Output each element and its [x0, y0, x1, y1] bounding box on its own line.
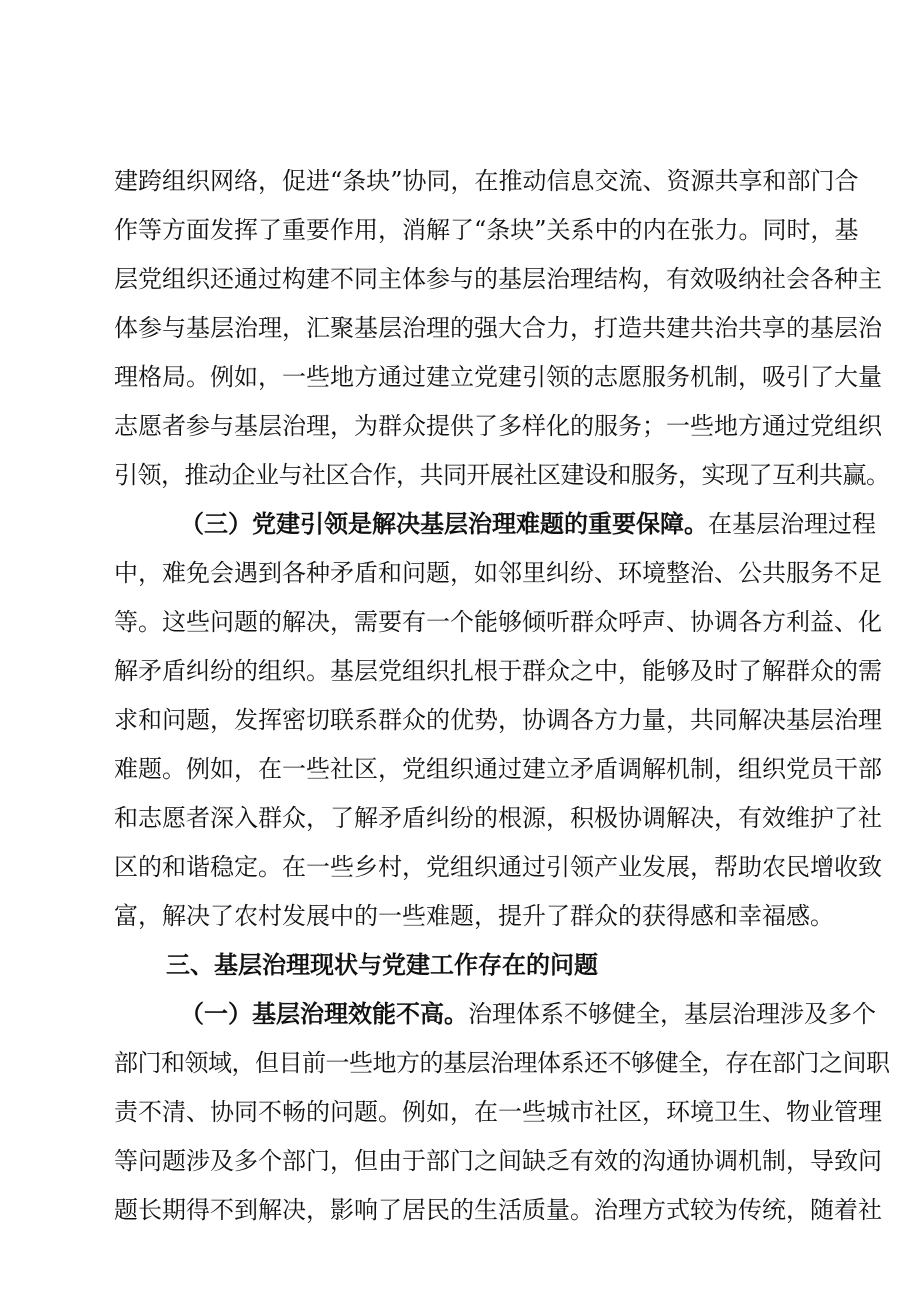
paragraph-2-line-3: 解矛盾纠纷的组织。基层党组织扎根于群众之中，能够及时了解群众的需 [114, 657, 882, 685]
paragraph-2-line-5: 难题。例如，在一些社区，党组织通过建立矛盾调解机制，组织党员干部 [114, 755, 882, 783]
paragraph-1-line-2: 作等方面发挥了重要作用，消解了“条块”关系中的内在张力。同时，基 [114, 216, 859, 244]
paragraph-2-lead-line [180, 507, 876, 541]
paragraph-3-line-1: 部门和领域，但目前一些地方的基层治理体系还不够健全，存在部门之间职 [114, 1049, 890, 1077]
paragraph-1-line-1: 建跨组织网络，促进“条块”协同，在推动信息交流、资源共享和部门合 [114, 167, 859, 195]
paragraph-3-line-4: 题长期得不到解决，影响了居民的生活质量。治理方式较为传统，随着社 [114, 1196, 882, 1224]
paragraph-1-line-4: 体参与基层治理，汇聚基层治理的强大合力，打造共建共治共享的基层治 [114, 314, 882, 342]
paragraph-3-line-3: 等问题涉及多个部门，但由于部门之间缺乏有效的沟通协调机制，导致问 [114, 1147, 882, 1175]
paragraph-2-line-2: 等。这些问题的解决，需要有一个能够倾听群众呼声、协调各方利益、化 [114, 608, 882, 636]
paragraph-2-line-6: 和志愿者深入群众，了解矛盾纠纷的根源，积极协调解决，有效维护了社 [114, 804, 882, 832]
paragraph-2-lead-bold: （三）党建引领是解决基层治理难题的重要保障。 [180, 509, 708, 538]
paragraph-3-lead-rest: 治理体系不够健全，基层治理涉及多个 [468, 1000, 876, 1028]
paragraph-2-line-7: 区的和谐稳定。在一些乡村，党组织通过引领产业发展，帮助农民增收致 [114, 853, 882, 881]
paragraph-2-line-4: 求和问题，发挥密切联系群众的优势，协调各方力量，共同解决基层治理 [114, 706, 882, 734]
paragraph-3-lead-line [180, 997, 876, 1031]
paragraph-1-line-6: 志愿者参与基层治理，为群众提供了多样化的服务；一些地方通过党组织 [114, 412, 882, 440]
paragraph-3-lead-bold: （一）基层治理效能不高。 [180, 999, 468, 1028]
paragraph-2-line-8: 富，解决了农村发展中的一些难题，提升了群众的获得感和幸福感。 [114, 902, 834, 930]
paragraph-1-line-7: 引领，推动企业与社区合作，共同开展社区建设和服务，实现了互利共赢。 [114, 461, 890, 489]
paragraph-3-line-2: 责不清、协同不畅的问题。例如，在一些城市社区，环境卫生、物业管理 [114, 1098, 882, 1126]
section-heading: 三、基层治理现状与党建工作存在的问题 [166, 950, 598, 979]
paragraph-1-line-3: 层党组织还通过构建不同主体参与的基层治理结构，有效吸纳社会各种主 [114, 265, 882, 293]
paragraph-1-line-5: 理格局。例如，一些地方通过建立党建引领的志愿服务机制，吸引了大量 [114, 363, 882, 391]
paragraph-2-lead-rest: 在基层治理过程 [708, 510, 876, 538]
paragraph-2-line-1: 中，难免会遇到各种矛盾和问题，如邻里纠纷、环境整治、公共服务不足 [114, 559, 882, 587]
